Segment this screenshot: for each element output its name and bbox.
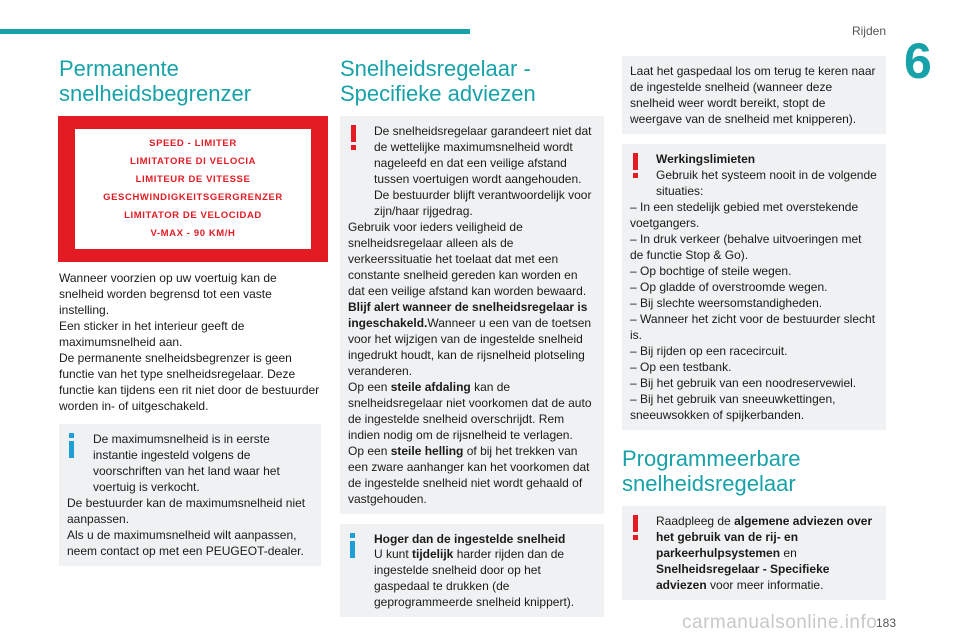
sticker-inner — [73, 127, 313, 251]
header-accent-bar — [0, 29, 470, 34]
warning-title: Werkingslimieten — [656, 152, 756, 166]
sticker-line: LIMITEUR DE VITESSE — [135, 174, 251, 185]
warning-text: De snelheidsregelaar garandeert niet dat de wettelijke maximumsnelheid wordt nageleefd en dat een veilige afstand tussen voertuigen wordt aangehouden. De bestuurder blijft verantwoordelijk voor zijn/haar rijgedrag. — [374, 124, 592, 218]
info-box — [59, 424, 321, 566]
chapter-number: 6 — [904, 33, 932, 89]
list-item: – Bij slechte weersomstandigheden. — [630, 296, 823, 310]
speed-limiter-sticker — [58, 116, 328, 262]
warning-text: Gebruik het systeem nooit in de volgende situaties: — [656, 168, 877, 198]
section-title-programmable-cruise: Programmeerbare snelheidsregelaar — [622, 446, 801, 496]
warning-box — [340, 116, 604, 514]
info-text: Als u de maximumsnelheid wilt aanpassen, neem contact op met een PEUGEOT-dealer. — [67, 528, 304, 558]
page-number: 183 — [875, 616, 896, 630]
warning-text: Raadpleeg de algemene adviezen over het gebruik van de rij- en parkeerhulpsystemen en Snelheidsregelaar - Specifieke adviezen voor meer informatie. — [656, 514, 873, 592]
list-item: – Op bochtige of steile wegen. — [630, 264, 792, 278]
warning-text: Gebruik voor ieders veiligheid de snelheidsregelaar alleen als de verkeerssituatie het toelaat dat met een constante snelheid gereden kan worden en dat een veilige afstand kan worden bewaard. — [348, 220, 587, 298]
list-item: – In druk verkeer (behalve uitvoeringen met de functie Stop & Go). — [630, 232, 862, 262]
sticker-line: V-MAX - 90 KM/H — [150, 228, 236, 239]
section-title-permanent-limiter: Permanente snelheidsbegrenzer — [59, 56, 252, 106]
sticker-line: SPEED - LIMITER — [149, 138, 237, 149]
sticker-line: LIMITATOR DE VELOCIDAD — [124, 210, 262, 221]
box-text: Laat het gaspedaal los om terug te keren naar de ingestelde snelheid (wanneer deze snelheid weer wordt bereikt, stopt de weergave van de snelheid met knipperen). — [630, 64, 876, 126]
body-paragraph: Wanneer voorzien op uw voertuig kan de snelheid worden begrensd tot een vaste instelling. — [59, 271, 277, 317]
list-item: – Bij het gebruik van sneeuwkettingen, sneeuwsokken of spijkerbanden. — [630, 392, 836, 422]
info-title: Hoger dan de ingestelde snelheid — [374, 532, 566, 546]
warning-icon — [633, 515, 639, 541]
info-box — [340, 524, 604, 617]
watermark: carmanualsonline.info — [682, 612, 878, 633]
info-text: De bestuurder kan de maximumsnelheid niet aanpassen. — [67, 496, 306, 526]
info-text: De maximumsnelheid is in eerste instantie ingesteld volgens de voorschriften van het land waar het voertuig is verkocht. — [93, 432, 280, 494]
warning-bold: Blijf alert wanneer de snelheidsregelaar is ingeschakeld. — [348, 300, 588, 330]
info-text: U kunt tijdelijk harder rijden dan de ingestelde snelheid door op het gaspedaal te drukken (de geprogrammeerde snelheid knippert). — [374, 547, 575, 609]
info-icon — [69, 433, 75, 459]
list-item: – Op een testbank. — [630, 360, 732, 374]
warning-text: Blijf alert wanneer de snelheidsregelaar is ingeschakeld.Wanneer u een van de toetsen voor het wijzigen van de ingestelde snelheid ingedrukt houdt, kan de rijsnelheid plotseling veranderen. — [348, 300, 592, 378]
warning-box — [622, 144, 886, 430]
column-permanent-limiter — [59, 56, 321, 566]
continued-box — [622, 56, 886, 134]
section-name: Rijden — [851, 24, 886, 38]
list-item: – Bij het gebruik van een noodreservewiel. — [630, 376, 857, 390]
warning-icon — [351, 125, 357, 151]
list-item: – In een stedelijk gebied met overstekende voetgangers. — [630, 200, 859, 230]
column-cruise-advice — [340, 56, 604, 617]
list-item: – Wanneer het zicht voor de bestuurder slecht is. — [630, 312, 876, 342]
body-paragraph: De permanente snelheidsbegrenzer is geen functie van het type snelheidsregelaar. Deze functie kan tijdens een rit niet door de bestuurder worden in- of uitgeschakeld. — [59, 351, 320, 413]
list-item: – Bij rijden op een racecircuit. — [630, 344, 788, 358]
sticker-line: LIMITATORE DI VELOCIA — [129, 156, 257, 167]
list-item: – Op gladde of overstroomde wegen. — [630, 280, 828, 294]
column-limits — [622, 56, 886, 600]
warning-icon — [633, 153, 639, 179]
sticker-line: GESCHWINDIGKEITSGERGRENZER — [103, 192, 283, 203]
warning-text: Op een steile afdaling kan de snelheidsregelaar niet voorkomen dat de auto de ingestelde snelheid overschrijdt. Rem indien nodig om de rijsnelheid te verlagen. — [348, 380, 592, 442]
body-paragraph: Een sticker in het interieur geeft de maximumsnelheid aan. — [59, 319, 245, 349]
warning-text: Op een steile helling of bij het trekken van een zware aanhanger kan het voorkomen dat de ingestelde snelheid niet wordt gehaald of vastgehouden. — [348, 444, 590, 506]
info-icon — [350, 533, 356, 559]
section-title-cruise-advice: Snelheidsregelaar - Specifieke adviezen — [340, 56, 536, 106]
warning-box — [622, 506, 886, 600]
